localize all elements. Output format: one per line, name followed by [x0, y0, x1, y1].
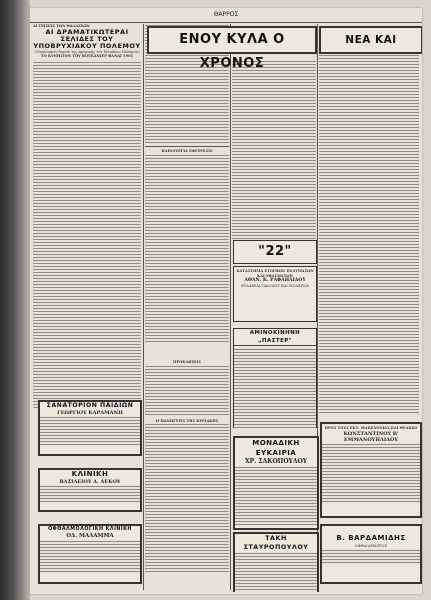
ad-emmanouilidou-name: ΚΩΝΣΤΑΝΤΙΝΟΥ Β' ΕΜΜΑΝΟΥΗΛΙΔΟΥ: [343, 430, 399, 443]
article-body-col3: [232, 60, 316, 240]
article-body-col4: [319, 54, 419, 414]
article-body-col2b: [145, 154, 229, 344]
ad-kliniki-title: ΚΛΙΝΙΚΗ: [71, 470, 109, 478]
ad-emmanouilidou-line1: ΠΡΟΣ ΤΟΥΣ ΕΚΤ. ΜΑΚΕΔΟΝΙΑΣ ΚΑΙ ΘΡΑΚΗΣ: [324, 426, 418, 430]
newspaper-name: ΘΑΡΡΟΣ: [213, 11, 239, 18]
ad-ofthalmologiki: [38, 524, 142, 584]
masthead: [30, 8, 422, 23]
ad-vardamidis-subtitle: ΟΦΘΑΛΜΙΑΤΡΟΣ: [354, 544, 388, 548]
ad-vardamidis-title: Β. ΒΑΡΔΑΜΙΔΗΣ: [336, 534, 406, 542]
ad-22: [233, 240, 317, 264]
article-body-col2c: [145, 365, 229, 415]
column-divider: [143, 24, 144, 590]
banner-nea-kai-perierga: [319, 26, 422, 54]
ad-emmanouilidou-body: [322, 443, 420, 503]
ad-stavropoulou-title: ΤΑΚΗ ΣΤΑΥΡΟΠΟΥΛΟΥ: [243, 534, 309, 551]
ad-rafailidou-line3: ΕΥΛΑΒΕΙΑ ΠΑΟΛΙΟΥ ΚΑΙ ΜΟΔΕΡΝΑ: [241, 284, 309, 288]
article-body-col1: [33, 61, 141, 409]
ad-pasteur-body: [234, 348, 316, 430]
ad-stavropoulou-body: [235, 552, 317, 592]
ad-sanatorion: [38, 400, 142, 456]
ad-vardamidis: [320, 524, 422, 584]
ad-stavropoulou: [233, 532, 319, 592]
section-label: Ai ΤΡΙΣΕΙΣ ΤΩΝ ΘΑΛΑΣΣΩΝ: [33, 24, 90, 28]
column-1: [33, 24, 141, 409]
ad-sanatorion-name: ΓΕΩΡΓΙΟΥ ΚΑΡΑΜΑΝΗ: [57, 410, 123, 416]
heading-col2: ΚΑΙΝΟΥΡΓΙΑ ΕΦΕΥΡΕΣΙΣ: [161, 149, 213, 153]
column-divider: [230, 24, 231, 590]
headline-col1: ΑΙ ΔΡΑΜΑΤΙΚΩΤΕΡΑΙ ΣΕΛΙΔΕΣ ΤΟΥ ΥΠΟΒΡΥΧΙΑΚΟΥ ΠΟΛΕΜΟΥ: [33, 27, 141, 50]
ad-kliniki-name: ΒΑΣΙΛΕΙΟΥ Δ. ΔΕΚΟΥ: [59, 479, 121, 485]
ad-vardamidis-body: [322, 549, 420, 565]
banner-enou-kyla: [147, 26, 317, 71]
ad-monadiki-title: ΜΟΝΑΔΙΚΗ ΕΥΚΑΙΡΙΑ: [252, 439, 300, 457]
ad-ofthalmo-body: [40, 540, 140, 574]
subheadline-col1: «Υποκλοπείς διψών της Αμερικής τον Μεγάλου Πολέμου»: [33, 49, 141, 54]
ad-monadiki: [233, 436, 319, 530]
banner-title: ΝΕΑ ΚΑΙ: [345, 34, 397, 46]
ad-kliniki-dekou: [38, 468, 142, 512]
ad-rafailidou: [233, 266, 317, 322]
ad-sanatorion-body: [40, 416, 140, 446]
column-2-lower: [145, 360, 229, 573]
ad-pasteur-title: ΑΜΙΝΟΚΙΝΗΝΗ „ΠΑΣΤΕΡ": [234, 329, 316, 346]
heading-col2-lower: ΠΡΟΚΛΗΣΕΙΣ: [172, 360, 202, 364]
ad-monadiki-body: [235, 466, 317, 526]
ad-monadiki-name: ΧΡ. ΣΑΚΟΠΟΥΛΟΥ: [244, 458, 308, 465]
column-4: [319, 54, 419, 414]
heading-col2-paniyiris: Η ΠΑΝΗΓΥΡΙΣ ΤΗΣ ΚΥΡΙΑΚΗΣ: [155, 418, 219, 423]
byline-col1: ΤΟ ΚΥΝΗΓΙΟΝ ΤΟΥ ΒΟΥΚΑΝΙΕΡ ΦΑΝΑΙ 1901: [40, 54, 134, 58]
ad-emmanouilidou: [320, 422, 422, 518]
article-body-col2d: [145, 423, 229, 573]
newspaper-page: [30, 8, 422, 594]
ad-kliniki-body: [40, 485, 140, 503]
binding-edge: [0, 0, 30, 600]
ad-pasteur: [233, 328, 317, 428]
ad-rafailidou-line1: ΚΑΤΑΣΤΗΜΑ ΕΤΟΙΜΩΝ ΕΝΔΥΜΑΤΩΝ ΚΑΙ ΥΦΑΣΜΑΤΩΝ: [236, 269, 314, 278]
ad-rafailidou-line2: ΑΘΑΝ. Κ. ΡΑΦΑΗΛΙΔΟΥ: [244, 278, 306, 283]
ad-sanatorion-title: ΣΑΝΑΤΟΡΙΟΝ ΠΑΙΔΙΩΝ: [46, 402, 134, 409]
banner-title: ΕΝΟΥ ΚΥΛΑ Ο ΧΡΟΝΟΣ: [179, 32, 285, 71]
ad-ofthalmo-title: ΟΦΘΑΛΜΟΛΟΓΙΚΗ ΚΛΙΝΙΚΗ: [48, 527, 132, 532]
ad-ofthalmo-name: ΟΔ. ΜΑΛΑΜΜΑ: [66, 533, 114, 539]
ad-22-text: "22": [258, 244, 292, 259]
